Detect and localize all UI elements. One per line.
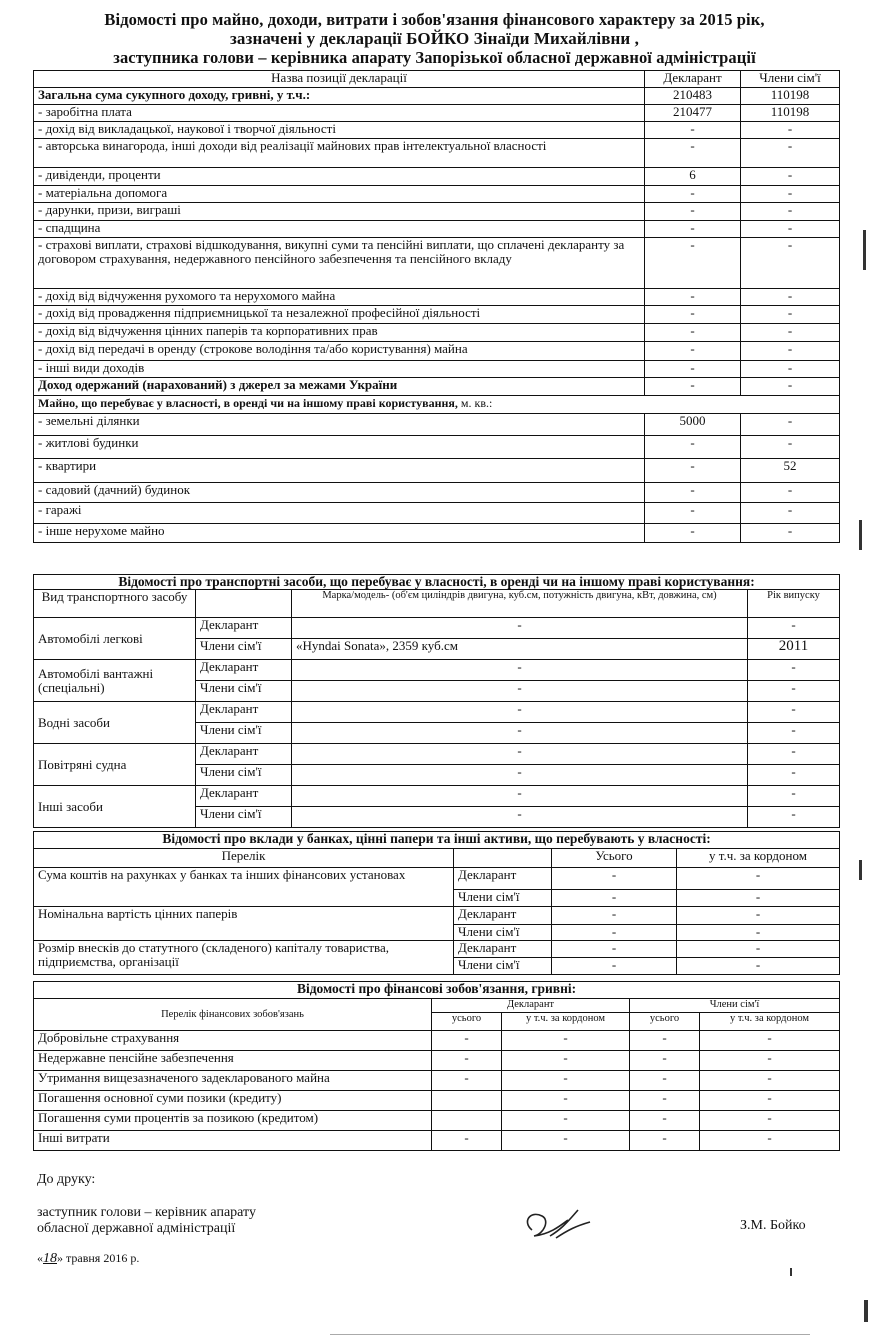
property-row [34, 483, 840, 503]
scan-mark [790, 1268, 792, 1276]
vehicle-model: - [292, 744, 748, 765]
obligation-value: - [630, 1111, 700, 1131]
property-row-label: - інше нерухоме майно [34, 524, 645, 543]
column-header: у т.ч. за кордоном [677, 849, 840, 868]
date-rest: » травня 2016 р. [57, 1251, 140, 1265]
income-row-label: - дарунки, призи, виграші [34, 203, 645, 221]
income-row-label: - матеріальна допомога [34, 186, 645, 203]
declarant-value: 5000 [645, 414, 741, 436]
vehicle-year: - [748, 765, 840, 786]
income-row [34, 342, 840, 361]
declarant-value: 210477 [645, 105, 741, 122]
obligation-value: - [502, 1071, 630, 1091]
declarant-value: - [645, 361, 741, 378]
obligation-row [34, 1051, 840, 1071]
declarant-value: - [645, 342, 741, 361]
family-value: - [741, 436, 840, 459]
transport-header-row [34, 590, 840, 618]
owner-label: Члени сім'ї [196, 765, 292, 786]
property-row [34, 459, 840, 483]
property-row-label: - квартири [34, 459, 645, 483]
income-row [34, 186, 840, 203]
family-value: - [741, 306, 840, 324]
declarant-value: - [645, 483, 741, 503]
deposits-section-row [34, 832, 840, 849]
income-row [34, 238, 840, 289]
blank-header-cell [454, 849, 552, 868]
income-row-label: - спадщина [34, 221, 645, 238]
owner-label: Члени сім'ї [196, 807, 292, 828]
property-row-label: - гаражі [34, 503, 645, 524]
obligation-value: - [700, 1091, 840, 1111]
vehicle-year: - [748, 702, 840, 723]
obligation-value: - [700, 1031, 840, 1051]
obligation-value: - [502, 1131, 630, 1151]
deposit-row [34, 907, 840, 925]
asset-type: Сума коштів на рахунках у банках та інших фінансових установах [34, 868, 454, 907]
obligation-label: Недержавне пенсійне забезпечення [34, 1051, 432, 1071]
income-row-label: - дохід від викладацької, наукової і творчої діяльності [34, 122, 645, 139]
obligation-label: Утримання вищезазначеного задекларованого майна [34, 1071, 432, 1091]
property-section-title [34, 396, 840, 414]
abroad-value: - [677, 925, 840, 941]
owner-label: Члени сім'ї [196, 639, 292, 660]
property-row [34, 503, 840, 524]
family-value: - [741, 324, 840, 342]
obligation-value: - [432, 1131, 502, 1151]
owner-label: Члени сім'ї [454, 958, 552, 975]
income-table [33, 70, 840, 543]
declarant-value: - [645, 436, 741, 459]
abroad-value: - [677, 958, 840, 975]
column-header: усього [630, 1013, 700, 1031]
vehicle-year: - [748, 660, 840, 681]
income-row-label: Загальна сума сукупного доходу, гривні, у т.ч.: [34, 88, 645, 105]
family-value: - [741, 378, 840, 396]
income-row [34, 378, 840, 396]
column-header: Усього [552, 849, 677, 868]
property-title-unit: м. кв.: [457, 396, 493, 410]
declarant-value: - [645, 459, 741, 483]
family-value: - [741, 414, 840, 436]
family-value: - [741, 238, 840, 289]
obligation-value: - [432, 1031, 502, 1051]
family-value: - [741, 483, 840, 503]
owner-label: Декларант [196, 702, 292, 723]
column-header: Члени сім'ї [630, 999, 840, 1013]
property-title-row [34, 396, 840, 414]
income-row-label: - страхові виплати, страхові відшкодування, викупні суми та пенсійні виплати, що сплачені декларанту за договором страхування, недержавного пенсійного забезпечення та пенсійного вкладу [34, 238, 645, 289]
vehicle-year: - [748, 786, 840, 807]
obligation-value: - [630, 1071, 700, 1091]
family-value: - [741, 122, 840, 139]
income-row-label: - інші види доходів [34, 361, 645, 378]
obligations-section-row [34, 982, 840, 999]
obligation-row [34, 1071, 840, 1091]
income-row-label: - дивіденди, проценти [34, 168, 645, 186]
property-row [34, 436, 840, 459]
column-header: Декларант [432, 999, 630, 1013]
deposits-section-title: Відомості про вклади у банках, цінні папери та інші активи, що перебувають у власності: [34, 832, 840, 849]
obligation-row [34, 1091, 840, 1111]
obligation-label: Добровільне страхування [34, 1031, 432, 1051]
obligation-value: - [432, 1051, 502, 1071]
family-value: 110198 [741, 105, 840, 122]
transport-row [34, 702, 840, 723]
family-value: 110198 [741, 88, 840, 105]
family-value: - [741, 221, 840, 238]
column-header: у т.ч. за кордоном [700, 1013, 840, 1031]
obligation-row [34, 1131, 840, 1151]
title-line-2: зазначені у декларації БОЙКО Зінаїди Михайлівни , [230, 29, 639, 48]
property-row [34, 524, 840, 543]
income-row [34, 361, 840, 378]
date-open-quote: « [37, 1251, 43, 1265]
scan-mark [859, 520, 862, 550]
total-value: - [552, 958, 677, 975]
property-row-label: - житлові будинки [34, 436, 645, 459]
column-header: Перелік [34, 849, 454, 868]
family-value: - [741, 289, 840, 306]
position-line-1: заступник голови – керівник апарату [37, 1205, 256, 1220]
obligation-value: - [502, 1051, 630, 1071]
vehicle-model: - [292, 660, 748, 681]
vehicle-type: Автомобілі легкові [34, 618, 196, 660]
title-line-3: заступника голови – керівника апарату Запорізької обласної державної адміністрації [113, 48, 756, 67]
vehicle-year: - [748, 618, 840, 639]
declarant-value: - [645, 186, 741, 203]
owner-label: Члени сім'ї [196, 681, 292, 702]
declarant-value: - [645, 122, 741, 139]
obligations-section-title: Відомості про фінансові зобов'язання, гривні: [34, 982, 840, 999]
family-value: - [741, 361, 840, 378]
owner-label: Декларант [196, 660, 292, 681]
obligations-header-row-1 [34, 999, 840, 1013]
declarant-value: - [645, 203, 741, 221]
income-row-label: - заробітна плата [34, 105, 645, 122]
total-value: - [552, 868, 677, 890]
transport-row [34, 618, 840, 639]
income-row [34, 168, 840, 186]
owner-label: Члени сім'ї [196, 723, 292, 744]
position-line-2: обласної державної адміністрації [37, 1221, 236, 1236]
transport-section-row [34, 575, 840, 590]
declarant-value: - [645, 306, 741, 324]
obligation-row [34, 1111, 840, 1131]
deposit-row [34, 941, 840, 958]
vehicle-model: - [292, 723, 748, 744]
deposits-header-row [34, 849, 840, 868]
deposit-row [34, 868, 840, 890]
family-value: - [741, 524, 840, 543]
property-title-text: Майно, що перебуває у власності, в оренді чи на іншому праві користування, [38, 396, 458, 410]
obligation-value: - [630, 1031, 700, 1051]
vehicle-year: - [748, 723, 840, 744]
income-row-label: - дохід від провадження підприємницької та незалежної професійної діяльності [34, 306, 645, 324]
family-value: - [741, 139, 840, 168]
total-value: - [552, 941, 677, 958]
declarant-value: - [645, 524, 741, 543]
signer-name: З.М. Бойко [740, 1218, 806, 1233]
column-header: у т.ч. за кордоном [502, 1013, 630, 1031]
income-row [34, 203, 840, 221]
column-header: Декларант [645, 71, 741, 88]
income-row-label: - дохід від відчуження рухомого та нерухомого майна [34, 289, 645, 306]
total-value: - [552, 907, 677, 925]
income-row-label: Доход одержаний (нарахований) з джерел за межами України [34, 378, 645, 396]
obligation-value: - [630, 1091, 700, 1111]
declarant-value: - [645, 221, 741, 238]
declarant-value: 6 [645, 168, 741, 186]
column-header: Назва позиції декларації [34, 71, 645, 88]
asset-type: Розмір внесків до статутного (складеного) капіталу товариства, підприємства, організації [34, 941, 454, 975]
family-value: - [741, 203, 840, 221]
column-header: Члени сім'ї [741, 71, 840, 88]
declarant-value: - [645, 238, 741, 289]
column-header: Рік випуску [748, 590, 840, 618]
vehicle-type: Повітряні судна [34, 744, 196, 786]
property-row-label: - земельні ділянки [34, 414, 645, 436]
total-value: - [552, 925, 677, 941]
asset-type: Номінальна вартість цінних паперів [34, 907, 454, 941]
vehicle-model: «Hyndai Sonata», 2359 куб.см [292, 639, 748, 660]
vehicle-year: - [748, 807, 840, 828]
income-row-label: - дохід від передачі в оренду (строкове володіння та/або користування) майна [34, 342, 645, 361]
obligation-value: - [502, 1111, 630, 1131]
family-value: - [741, 168, 840, 186]
owner-label: Декларант [454, 907, 552, 925]
abroad-value: - [677, 868, 840, 890]
abroad-value: - [677, 890, 840, 907]
document-title [0, 10, 869, 67]
declarant-value: - [645, 324, 741, 342]
obligation-value: - [700, 1071, 840, 1091]
vehicle-year: 2011 [748, 639, 840, 660]
income-row-label: - дохід від відчуження цінних паперів та корпоративних прав [34, 324, 645, 342]
total-value: - [552, 890, 677, 907]
scan-mark [859, 860, 862, 880]
obligation-value: - [630, 1051, 700, 1071]
obligation-value: - [432, 1071, 502, 1091]
obligation-value: - [630, 1131, 700, 1151]
vehicle-type: Автомобілі вантажні (спеціальні) [34, 660, 196, 702]
income-row [34, 289, 840, 306]
vehicle-model: - [292, 702, 748, 723]
property-row-label: - садовий (дачний) будинок [34, 483, 645, 503]
deposits-table [33, 831, 840, 975]
obligation-value [432, 1091, 502, 1111]
income-row [34, 122, 840, 139]
vehicle-type: Водні засоби [34, 702, 196, 744]
obligation-label: Інші витрати [34, 1131, 432, 1151]
property-row [34, 414, 840, 436]
vehicle-year: - [748, 681, 840, 702]
obligation-label: Погашення суми процентів за позикою (кредитом) [34, 1111, 432, 1131]
obligation-value: - [700, 1111, 840, 1131]
declarant-value: - [645, 503, 741, 524]
income-row [34, 139, 840, 168]
obligation-value: - [502, 1091, 630, 1111]
handwritten-signature [520, 1200, 610, 1250]
income-row [34, 88, 840, 105]
income-row [34, 221, 840, 238]
obligation-value: - [502, 1031, 630, 1051]
declarant-value: - [645, 139, 741, 168]
owner-label: Декларант [196, 786, 292, 807]
income-row [34, 105, 840, 122]
owner-label: Декларант [196, 744, 292, 765]
scan-mark [864, 1300, 868, 1322]
family-value: 52 [741, 459, 840, 483]
vehicle-model: - [292, 807, 748, 828]
income-row [34, 306, 840, 324]
owner-label: Члени сім'ї [454, 890, 552, 907]
obligations-table [33, 981, 840, 1151]
income-row-label: - авторська винагорода, інші доходи від реалізації майнових прав інтелектуальної власності [34, 139, 645, 168]
transport-row [34, 744, 840, 765]
transport-row [34, 786, 840, 807]
transport-section-title: Відомості про транспортні засоби, що перебуває у власності, в оренді чи на іншому праві користування: [34, 575, 840, 590]
owner-label: Члени сім'ї [454, 925, 552, 941]
income-header-row [34, 71, 840, 88]
obligation-value: - [700, 1131, 840, 1151]
column-header: Марка/модель- (об'єм циліндрів двигуна, куб.см, потужність двигуна, кВт, довжина, см) [292, 590, 748, 618]
vehicle-year: - [748, 744, 840, 765]
scan-mark [863, 230, 866, 270]
obligation-row [34, 1031, 840, 1051]
obligation-label: Погашення основної суми позики (кредиту) [34, 1091, 432, 1111]
family-value: - [741, 503, 840, 524]
owner-label: Декларант [454, 868, 552, 890]
family-value: - [741, 186, 840, 203]
column-header: усього [432, 1013, 502, 1031]
declarant-value: - [645, 378, 741, 396]
date-day: 18 [43, 1251, 57, 1266]
signing-date [37, 1250, 139, 1267]
scan-mark [330, 1334, 810, 1335]
income-row [34, 324, 840, 342]
owner-label: Декларант [196, 618, 292, 639]
obligation-value [432, 1111, 502, 1131]
vehicle-type: Інші засоби [34, 786, 196, 828]
abroad-value: - [677, 941, 840, 958]
column-header: Вид транспортного засобу [34, 590, 196, 618]
blank-header-cell [196, 590, 292, 618]
vehicle-model: - [292, 681, 748, 702]
owner-label: Декларант [454, 941, 552, 958]
vehicle-model: - [292, 765, 748, 786]
family-value: - [741, 342, 840, 361]
declarant-value: - [645, 289, 741, 306]
abroad-value: - [677, 907, 840, 925]
to-print-label: До друку: [37, 1172, 96, 1187]
obligation-value: - [700, 1051, 840, 1071]
transport-table [33, 574, 840, 828]
declarant-value: 210483 [645, 88, 741, 105]
signer-position [37, 1205, 256, 1237]
title-line-1: Відомості про майно, доходи, витрати і зобов'язання фінансового характеру за 2015 рік, [104, 10, 765, 29]
vehicle-model: - [292, 618, 748, 639]
vehicle-model: - [292, 786, 748, 807]
transport-row [34, 660, 840, 681]
column-header: Перелік фінансових зобов'язань [34, 999, 432, 1031]
